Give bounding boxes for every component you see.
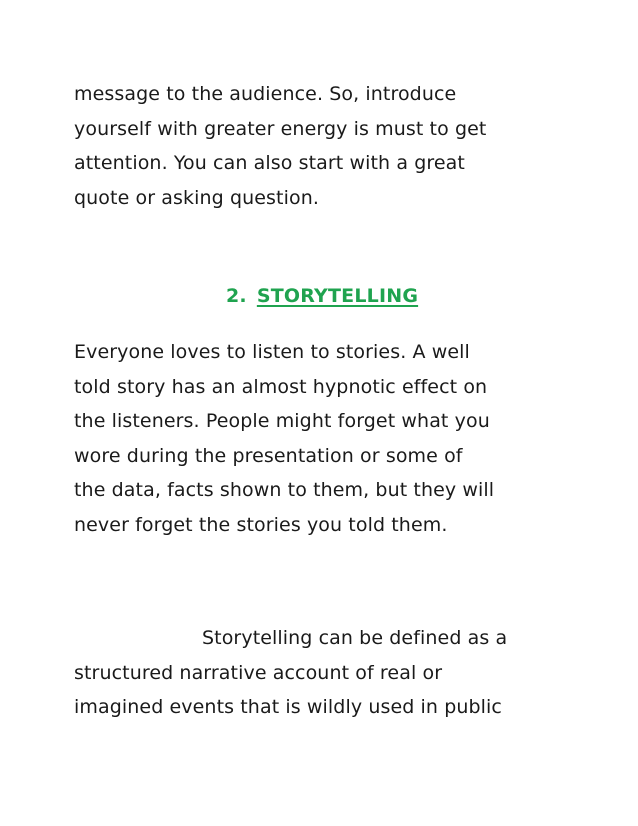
paragraph-intro-continuation — [74, 77, 574, 215]
paragraph-storytelling — [74, 335, 574, 542]
paragraph-storytelling-definition — [74, 621, 574, 725]
section-heading-storytelling — [226, 285, 418, 307]
section-title: STORYTELLING — [256, 285, 419, 307]
text-line: imagined events that is wildly used in public — [74, 696, 502, 718]
text-line: Storytelling can be defined as a — [202, 627, 508, 649]
text-line: yourself with greater energy is must to get — [74, 117, 487, 140]
text-line: wore during the presentation or some of — [74, 444, 463, 467]
section-number: 2. — [226, 285, 247, 307]
text-line: the listeners. People might forget what you — [74, 410, 490, 432]
text-line: never forget the stories you told them. — [74, 513, 448, 536]
text-line: the data, facts shown to them, but they will — [74, 479, 495, 501]
text-line: told story has an almost hypnotic effect on — [74, 375, 488, 398]
text-line: structured narrative account of real or — [74, 661, 443, 684]
text-line: quote or asking question. — [74, 186, 319, 209]
text-line: Everyone loves to listen to stories. A well — [74, 341, 470, 363]
text-line: message to the audience. So, introduce — [74, 83, 457, 105]
text-line: attention. You can also start with a great — [74, 152, 465, 174]
